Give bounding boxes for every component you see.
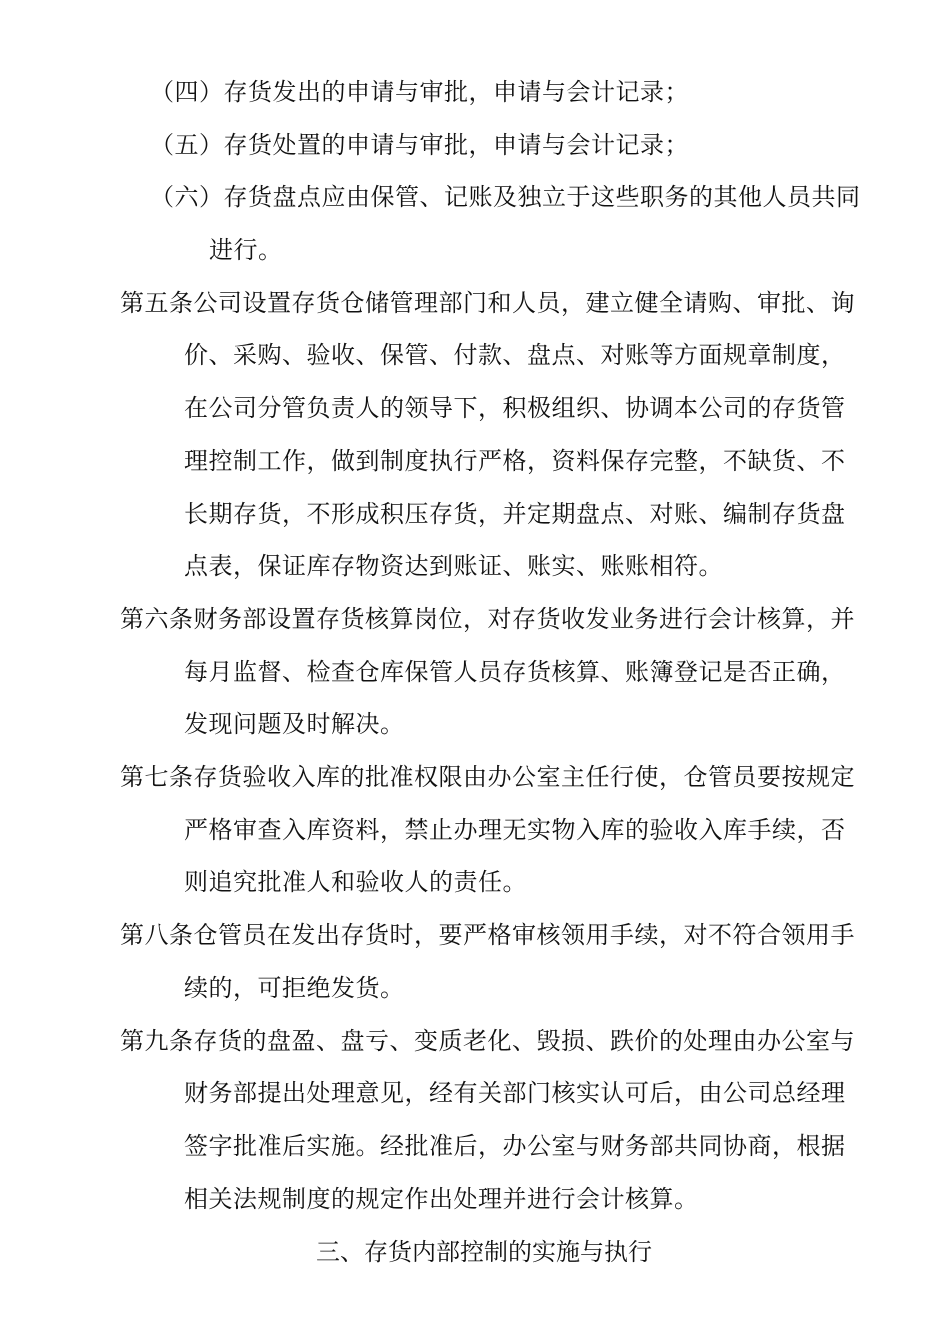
article-9-line-2: 财务部提出处理意见，经有关部门核实认可后，由公司总经理 <box>184 1079 846 1107</box>
article-5-line-2: 价、采购、验收、保管、付款、盘点、对账等方面规章制度， <box>184 341 846 369</box>
article-5-line-3: 在公司分管负责人的领导下，积极组织、协调本公司的存货管 <box>184 394 846 422</box>
article-8-line-2: 续的，可拒绝发货。 <box>184 974 405 1002</box>
article-7-line-2: 严格审查入库资料，禁止办理无实物入库的验收入库手续，否 <box>184 816 846 844</box>
article-5-line-6: 点表，保证库存物资达到账证、账实、账账相符。 <box>184 552 723 580</box>
article-5-line-1: 第五条公司设置存货仓储管理部门和人员，建立健全请购、审批、询 <box>120 289 855 317</box>
article-8-line-1: 第八条仓管员在发出存货时，要严格审核领用手续，对不符合领用手 <box>120 921 855 949</box>
item-5-line-1: （五）存货处置的申请与审批，申请与会计记录； <box>150 131 689 159</box>
article-5-line-4: 理控制工作，做到制度执行严格，资料保存完整，不缺货、不 <box>184 447 846 475</box>
item-6-line-1: （六）存货盘点应由保管、记账及独立于这些职务的其他人员共同 <box>150 183 861 211</box>
article-5-line-5: 长期存货，不形成积压存货，并定期盘点、对账、编制存货盘 <box>184 500 846 528</box>
article-9-line-3: 签字批准后实施。经批准后，办公室与财务部共同协商，根据 <box>184 1132 846 1160</box>
article-9-line-4: 相关法规制度的规定作出处理并进行会计核算。 <box>184 1185 699 1213</box>
section-heading: 三、存货内部控制的实施与执行 <box>316 1238 652 1266</box>
article-7-line-3: 则追究批准人和验收人的责任。 <box>184 868 527 896</box>
article-7-line-1: 第七条存货验收入库的批准权限由办公室主任行使，仓管员要按规定 <box>120 763 855 791</box>
article-6-line-3: 发现问题及时解决。 <box>184 710 405 738</box>
item-6-line-2: 进行。 <box>209 236 283 264</box>
article-9-line-1: 第九条存货的盘盈、盘亏、变质老化、毁损、跌价的处理由办公室与 <box>120 1027 855 1055</box>
item-4-line-1: （四）存货发出的申请与审批，申请与会计记录； <box>150 78 689 106</box>
article-6-line-1: 第六条财务部设置存货核算岗位，对存货收发业务进行会计核算，并 <box>120 605 855 633</box>
article-6-line-2: 每月监督、检查仓库保管人员存货核算、账簿登记是否正确， <box>184 658 846 686</box>
